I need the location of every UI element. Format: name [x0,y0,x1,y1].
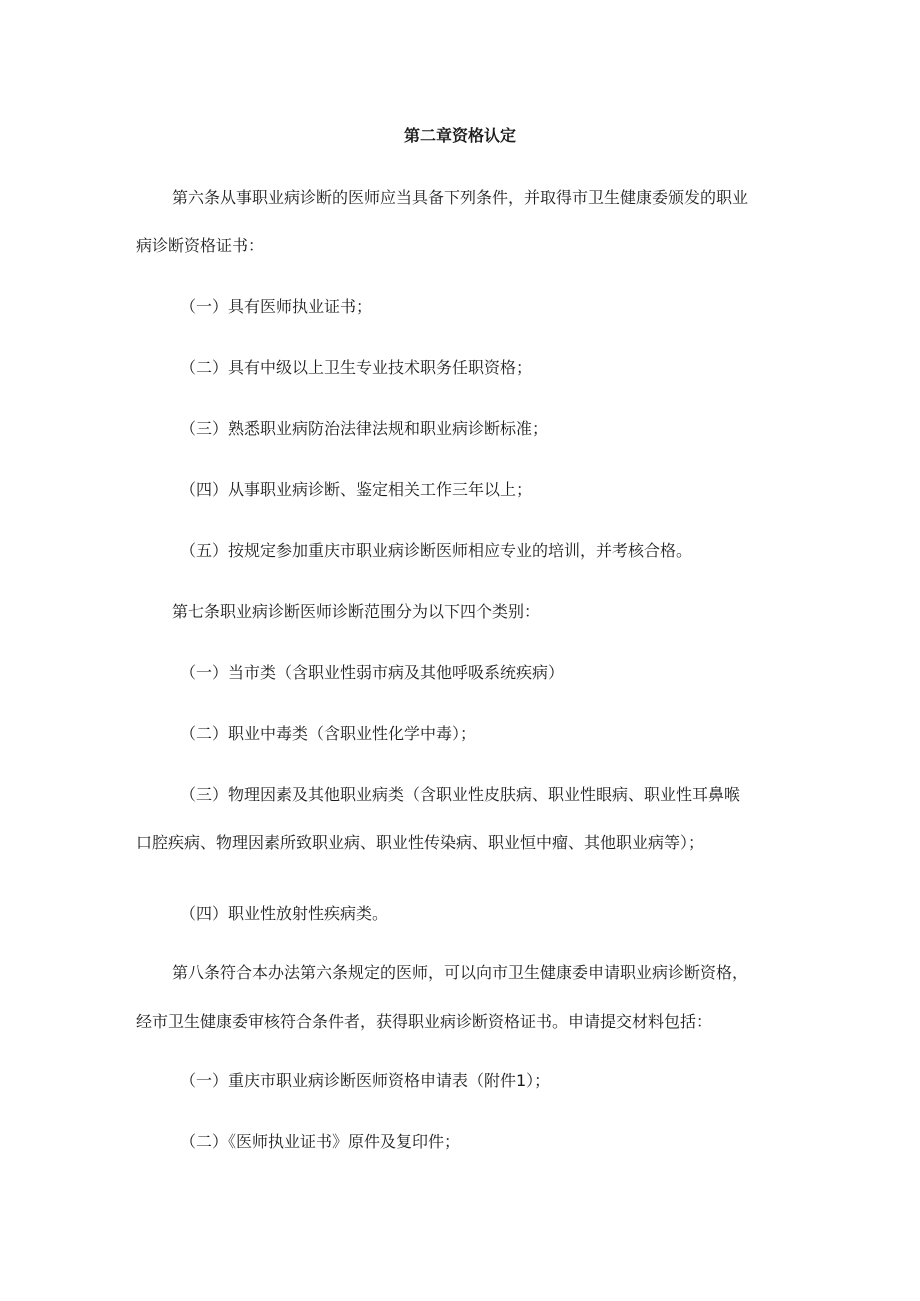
chapter-title: 第二章资格认定 [403,126,516,145]
article6-item-4: （四）从事职业病诊断、鉴定相关工作三年以上； [180,480,533,499]
article8-paragraph-line2: 经市卫生健康委审核符合条件者，获得职业病诊断资格证书。申请提交材料包括： [136,1012,713,1031]
article7-item-1: （一）当市类（含职业性弱市病及其他呼吸系统疾病） [180,663,565,682]
article6-paragraph-line2: 病诊断资格证书： [136,236,265,255]
article7-paragraph: 第七条职业病诊断医师诊断范围分为以下四个类别： [172,602,541,621]
article7-item-4: （四）职业性放射性疾病类。 [180,904,389,923]
article7-item-3-line2: 口腔疾病、物理因素所致职业病、职业性传染病、职业恒中瘤、其他职业病等）； [136,833,705,852]
article6-paragraph-line1: 第六条从事职业病诊断的医师应当具备下列条件，并取得市卫生健康委颁发的职业 [172,188,749,207]
article6-item-2: （二）具有中级以上卫生专业技术职务任职资格； [180,358,533,377]
article6-item-3: （三）熟悉职业病防治法律法规和职业病诊断标准； [180,419,549,438]
article8-item-2: （二）《医师执业证书》原件及复印件； [180,1132,461,1151]
article7-item-3-line1: （三）物理因素及其他职业病类（含职业性皮肤病、职业性眼病、职业性耳鼻喉 [180,785,741,804]
article6-item-1: （一）具有医师执业证书； [180,297,373,316]
article8-paragraph-line1: 第八条符合本办法第六条规定的医师，可以向市卫生健康委申请职业病诊断资格， [172,963,749,982]
article6-item-5: （五）按规定参加重庆市职业病诊断医师相应专业的培训，并考核合格。 [180,541,693,560]
article7-item-2: （二）职业中毒类（含职业性化学中毒）； [180,724,477,743]
article8-item-1: （一）重庆市职业病诊断医师资格申请表（附件1）； [180,1071,551,1090]
